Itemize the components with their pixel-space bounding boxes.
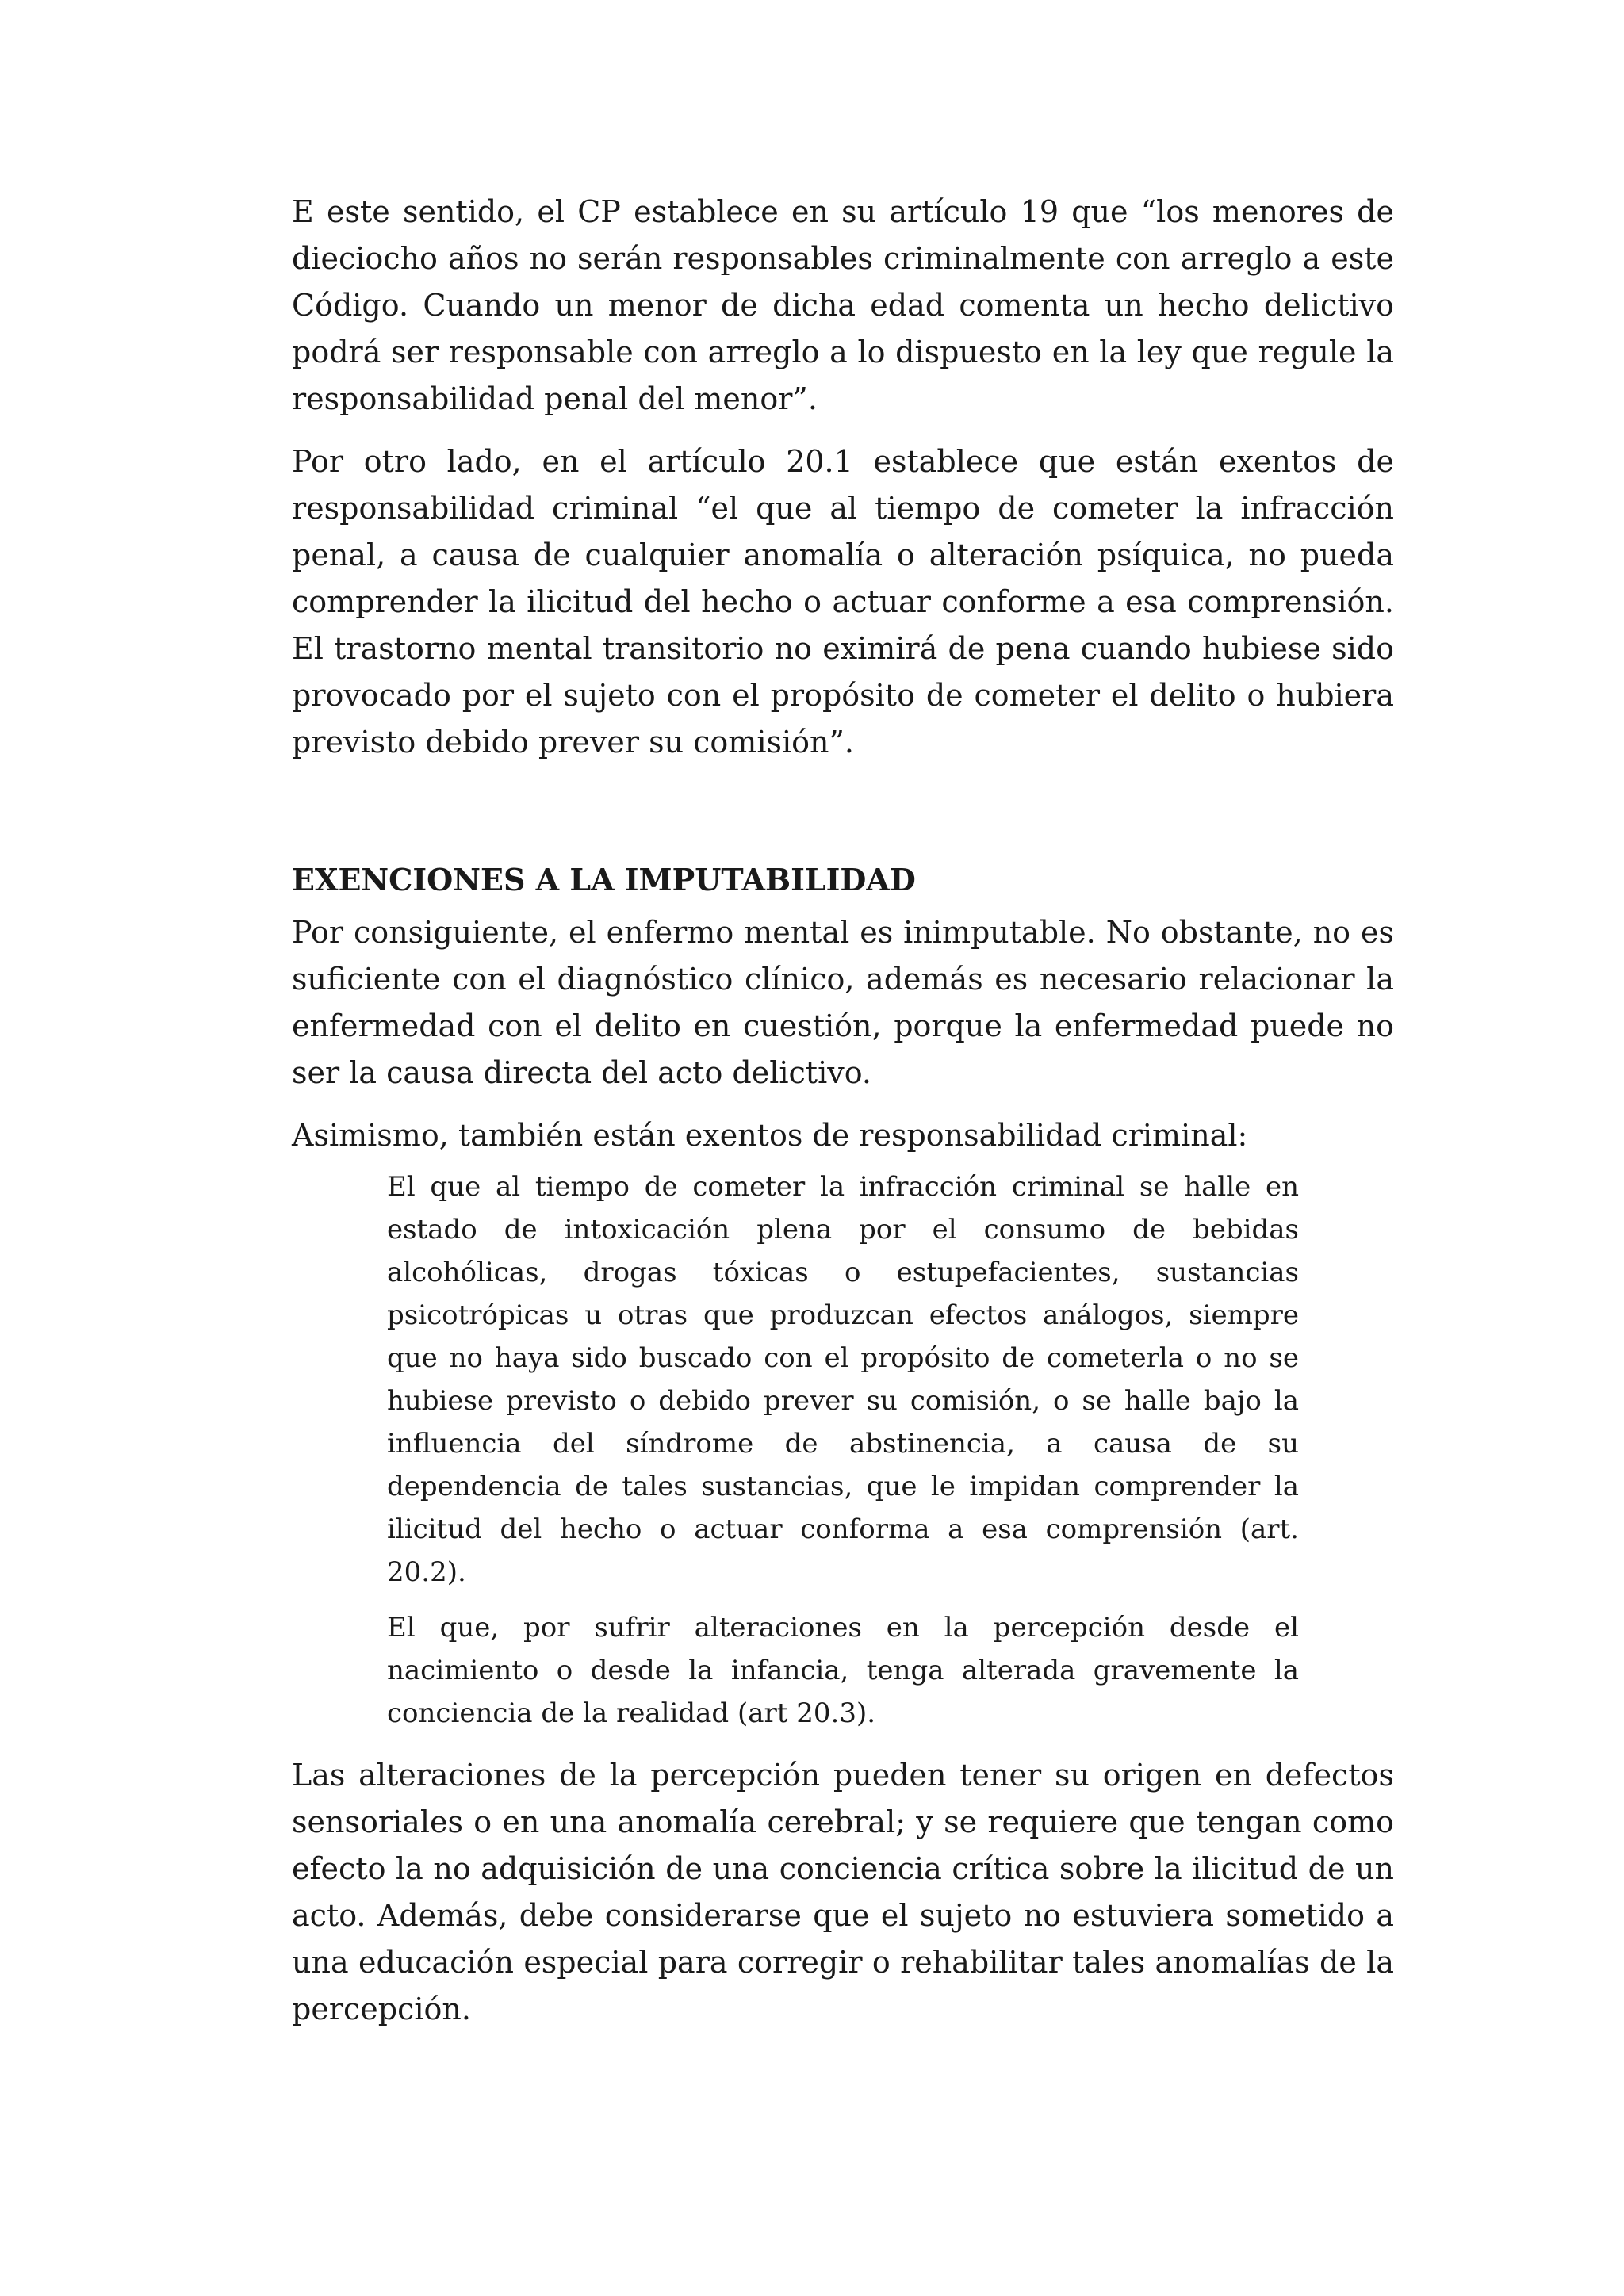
quote-article-20-3: El que, por sufrir alteraciones en la percepción desde el nacimiento o desde la infancia, tenga alterada gravemente la conciencia de la realidad (art 20.3). <box>387 1612 1299 1729</box>
section-heading: EXENCIONES A LA IMPUTABILIDAD <box>292 862 916 897</box>
block-quote <box>387 1165 1299 1735</box>
quote-article-20-2: El que al tiempo de cometer la infracción criminal se halle en estado de intoxicación plena por el consumo de bebidas alcohólicas, drogas tóxicas o estupefacientes, sustancias psicotrópicas u otras que produzcan efectos análogos, siempre que no haya sido buscado con el propósito de cometerla o no se hubiese previsto o debido prever su comisión, o se halle bajo la influencia del síndrome de abstinencia, a causa de su dependencia de tales sustancias, que le impidan comprender la ilicitud del hecho o actuar conforma a esa comprensión (art. 20.2). <box>387 1171 1299 1588</box>
section-spacer <box>292 766 1394 856</box>
paragraph-article-20-1: Por otro lado, en el artículo 20.1 establece que están exentos de responsabilidad criminal “el que al tiempo de cometer la infracción penal, a causa de cualquier anomalía o alteración psíquica, no pueda comprender la ilicitud del hecho o actuar conforme a esa comprensión. El trastorno mental transitorio no eximirá de pena cuando hubiese sido provocado por el sujeto con el propósito de cometer el delito o hubiera previsto debido prever su comisión”. <box>292 444 1394 760</box>
document-page <box>292 189 1394 2033</box>
paragraph-inimputable: Por consiguiente, el enfermo mental es inimputable. No obstante, no es suficiente con el diagnóstico clínico, además es necesario relacionar la enfermedad con el delito en cuestión, porque la enfermedad puede no ser la causa directa del acto delictivo. <box>292 915 1394 1090</box>
paragraph-article-19: E este sentido, el CP establece en su artículo 19 que “los menores de dieciocho años no serán responsables criminalmente con arreglo a este Código. Cuando un menor de dicha edad comenta un hecho delictivo podrá ser responsable con arreglo a lo dispuesto en la ley que regule la responsabilidad penal del menor”. <box>292 194 1394 416</box>
paragraph-alteraciones: Las alteraciones de la percepción pueden tener su origen en defectos sensoriales o en una anomalía cerebral; y se requiere que tengan como efecto la no adquisición de una conciencia crítica sobre la ilicitud de un acto. Además, debe considerarse que el sujeto no estuviera sometido a una educación especial para corregir o rehabilitar tales anomalías de la percepción. <box>292 1758 1394 2026</box>
paragraph-asimismo: Asimismo, también están exentos de responsabilidad criminal: <box>292 1118 1248 1153</box>
